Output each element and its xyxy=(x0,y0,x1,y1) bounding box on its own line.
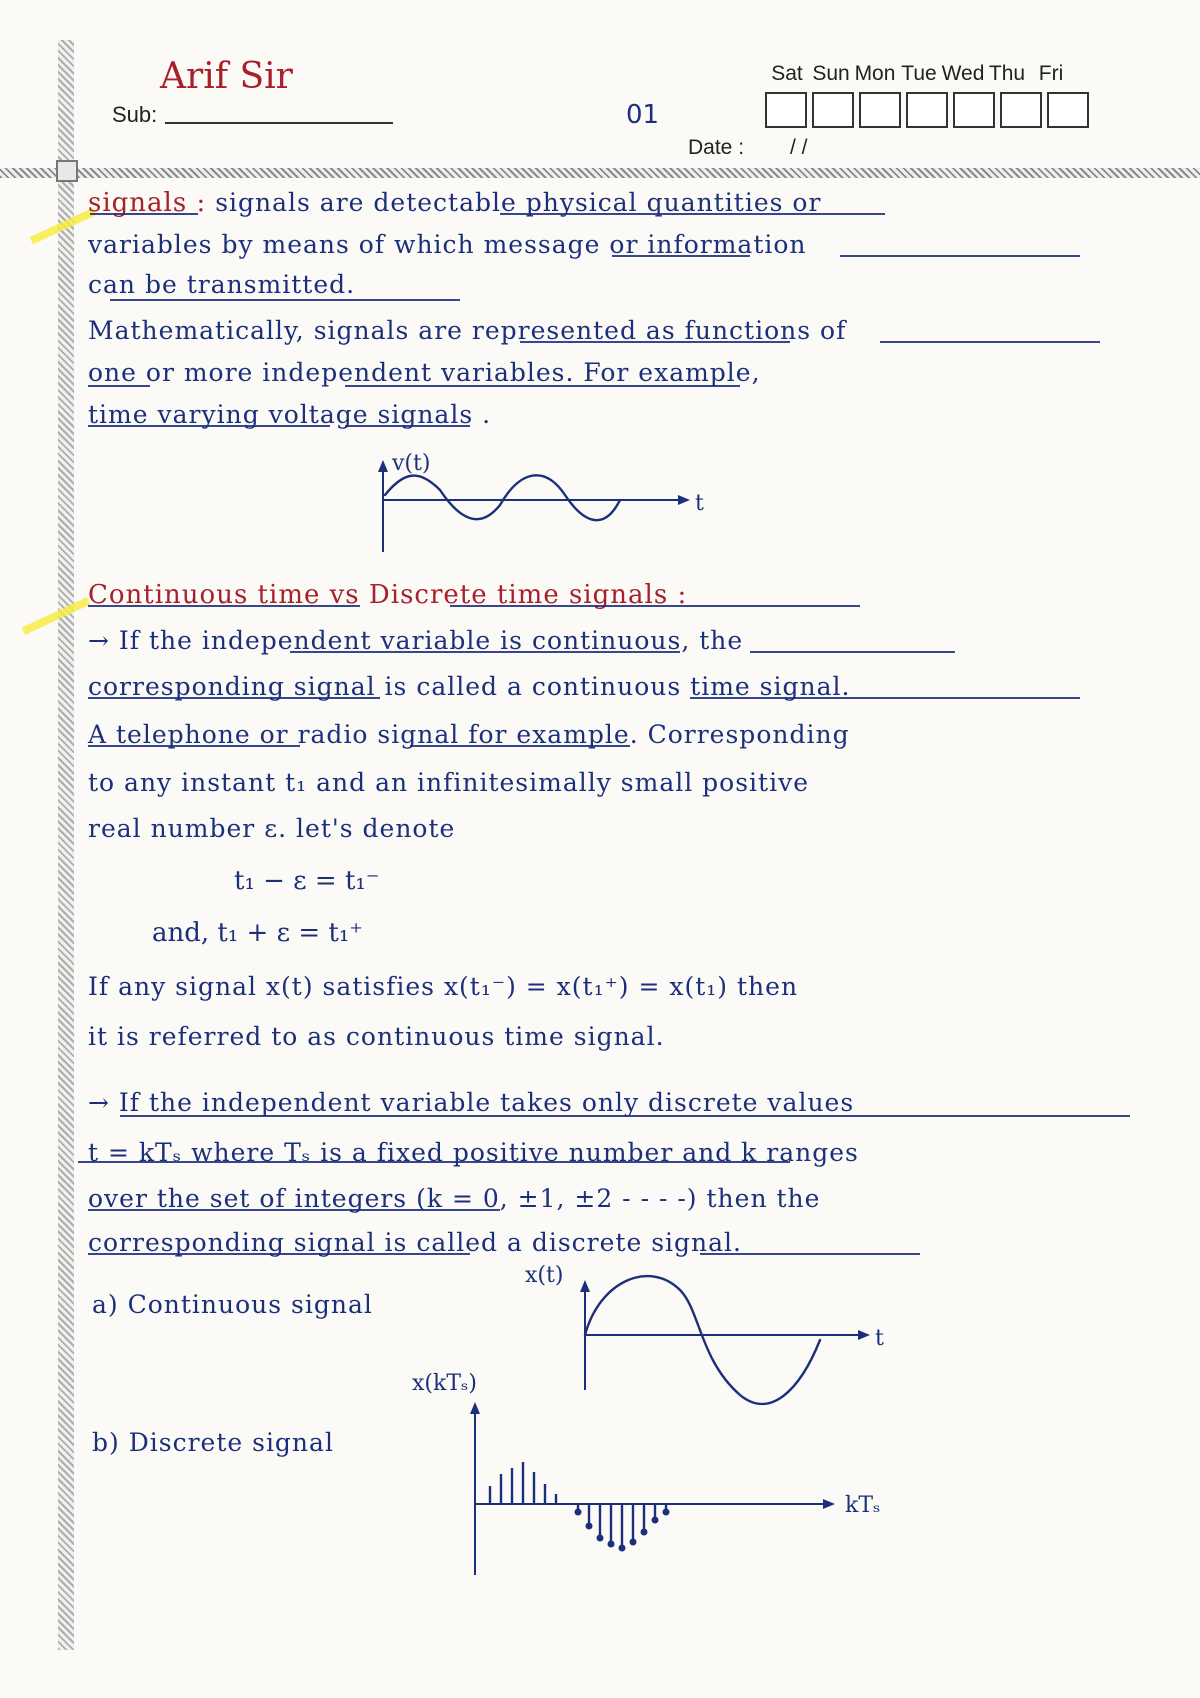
weekday-thu: Thu xyxy=(988,62,1026,85)
sine-x-arrow xyxy=(678,495,690,505)
weekday-sun: Sun xyxy=(812,62,850,85)
continuous-signal-label: a) Continuous signal xyxy=(92,1290,373,1319)
signals-definition-line-5: one or more independent variables. For example, xyxy=(88,358,761,387)
weekday-sat: Sat xyxy=(771,62,803,85)
author-name: Arif Sir xyxy=(160,56,293,97)
sine-wave xyxy=(385,475,620,520)
discrete-x-label: kTₛ xyxy=(845,1493,881,1518)
signals-definition-line-3: can be transmitted. xyxy=(88,270,356,299)
continuous-signal-curve xyxy=(585,1276,820,1404)
date-label: Date : xyxy=(688,136,745,159)
signals-definition-line-2: variables by means of which message or information xyxy=(88,230,807,259)
ctdt-line-1: → If the independent variable is continuous, the xyxy=(88,626,744,655)
weekday-fri: Fri xyxy=(1038,62,1064,85)
ctdt-line-9: t = kTₛ where Tₛ is a fixed positive number and k ranges xyxy=(88,1138,859,1167)
discrete-stem-dot xyxy=(630,1539,637,1546)
discrete-y-arrow xyxy=(470,1402,480,1414)
discrete-stem-dot xyxy=(575,1509,582,1516)
ctdt-line-3: A telephone or radio signal for example. Corresponding xyxy=(88,720,850,749)
sine-y-label: v(t) xyxy=(392,451,431,476)
subject-label: Sub: xyxy=(112,102,158,127)
date-separators: / / xyxy=(790,136,808,159)
signals-definition-line-4: Mathematically, signals are represented as functions of xyxy=(88,316,847,345)
continuous-x-arrow xyxy=(858,1330,870,1340)
weekday-mon: Mon xyxy=(854,62,896,85)
signals-text-1: signals are detectable physical quantities or xyxy=(215,188,822,217)
discrete-stem-dot xyxy=(608,1541,615,1548)
discrete-stem-dot xyxy=(586,1523,593,1530)
ctdt-line-10: over the set of integers (k = 0, ±1, ±2 - - - -) then the xyxy=(88,1184,821,1213)
ctdt-line-7: it is referred to as continuous time signal. xyxy=(88,1022,665,1051)
sine-wave-plot xyxy=(378,451,704,552)
discrete-signal-label: b) Discrete signal xyxy=(92,1428,334,1457)
continuous-y-label: x(t) xyxy=(525,1263,564,1288)
underlines xyxy=(78,214,1130,1254)
signals-title: signals : xyxy=(88,188,207,218)
ctdt-line-2: corresponding signal is called a continuous time signal. xyxy=(88,672,851,701)
continuous-y-arrow xyxy=(580,1280,590,1292)
discrete-stems xyxy=(490,1462,670,1552)
ctdt-line-5: real number ε. let's denote xyxy=(88,814,456,843)
continuous-signal-plot xyxy=(525,1263,884,1404)
discrete-stem-dot xyxy=(663,1509,670,1516)
discrete-stem-dot xyxy=(641,1529,648,1536)
discrete-stem-dot xyxy=(597,1535,604,1542)
discrete-x-arrow xyxy=(823,1499,835,1509)
equation-t1-plus: and, t₁ + ε = t₁⁺ xyxy=(152,918,363,948)
equation-t1-minus: t₁ − ε = t₁⁻ xyxy=(234,866,380,896)
sine-y-arrow xyxy=(378,460,388,472)
ctdt-line-4: to any instant t₁ and an infinitesimally small positive xyxy=(88,768,810,797)
ctdt-line-6: If any signal x(t) satisfies x(t₁⁻) = x(t₁⁺) = x(t₁) then xyxy=(88,972,799,1001)
signals-definition-line-6: time varying voltage signals . xyxy=(88,400,492,429)
ctdt-line-8: → If the independent variable takes only discrete values xyxy=(88,1088,855,1117)
continuous-x-label: t xyxy=(875,1326,884,1351)
weekday-tue: Tue xyxy=(901,62,937,85)
ctdt-line-11: corresponding signal is called a discrete signal. xyxy=(88,1228,742,1257)
weekday-wed: Wed xyxy=(941,62,985,85)
discrete-stem-dot xyxy=(619,1545,626,1552)
sine-x-label: t xyxy=(695,491,704,516)
ctdt-heading: Continuous time vs Discrete time signals : xyxy=(88,580,688,610)
discrete-y-label: x(kTₛ) xyxy=(412,1371,477,1396)
page-number: 01 xyxy=(626,100,660,130)
discrete-signal-plot xyxy=(412,1371,880,1575)
discrete-stem-dot xyxy=(652,1517,659,1524)
